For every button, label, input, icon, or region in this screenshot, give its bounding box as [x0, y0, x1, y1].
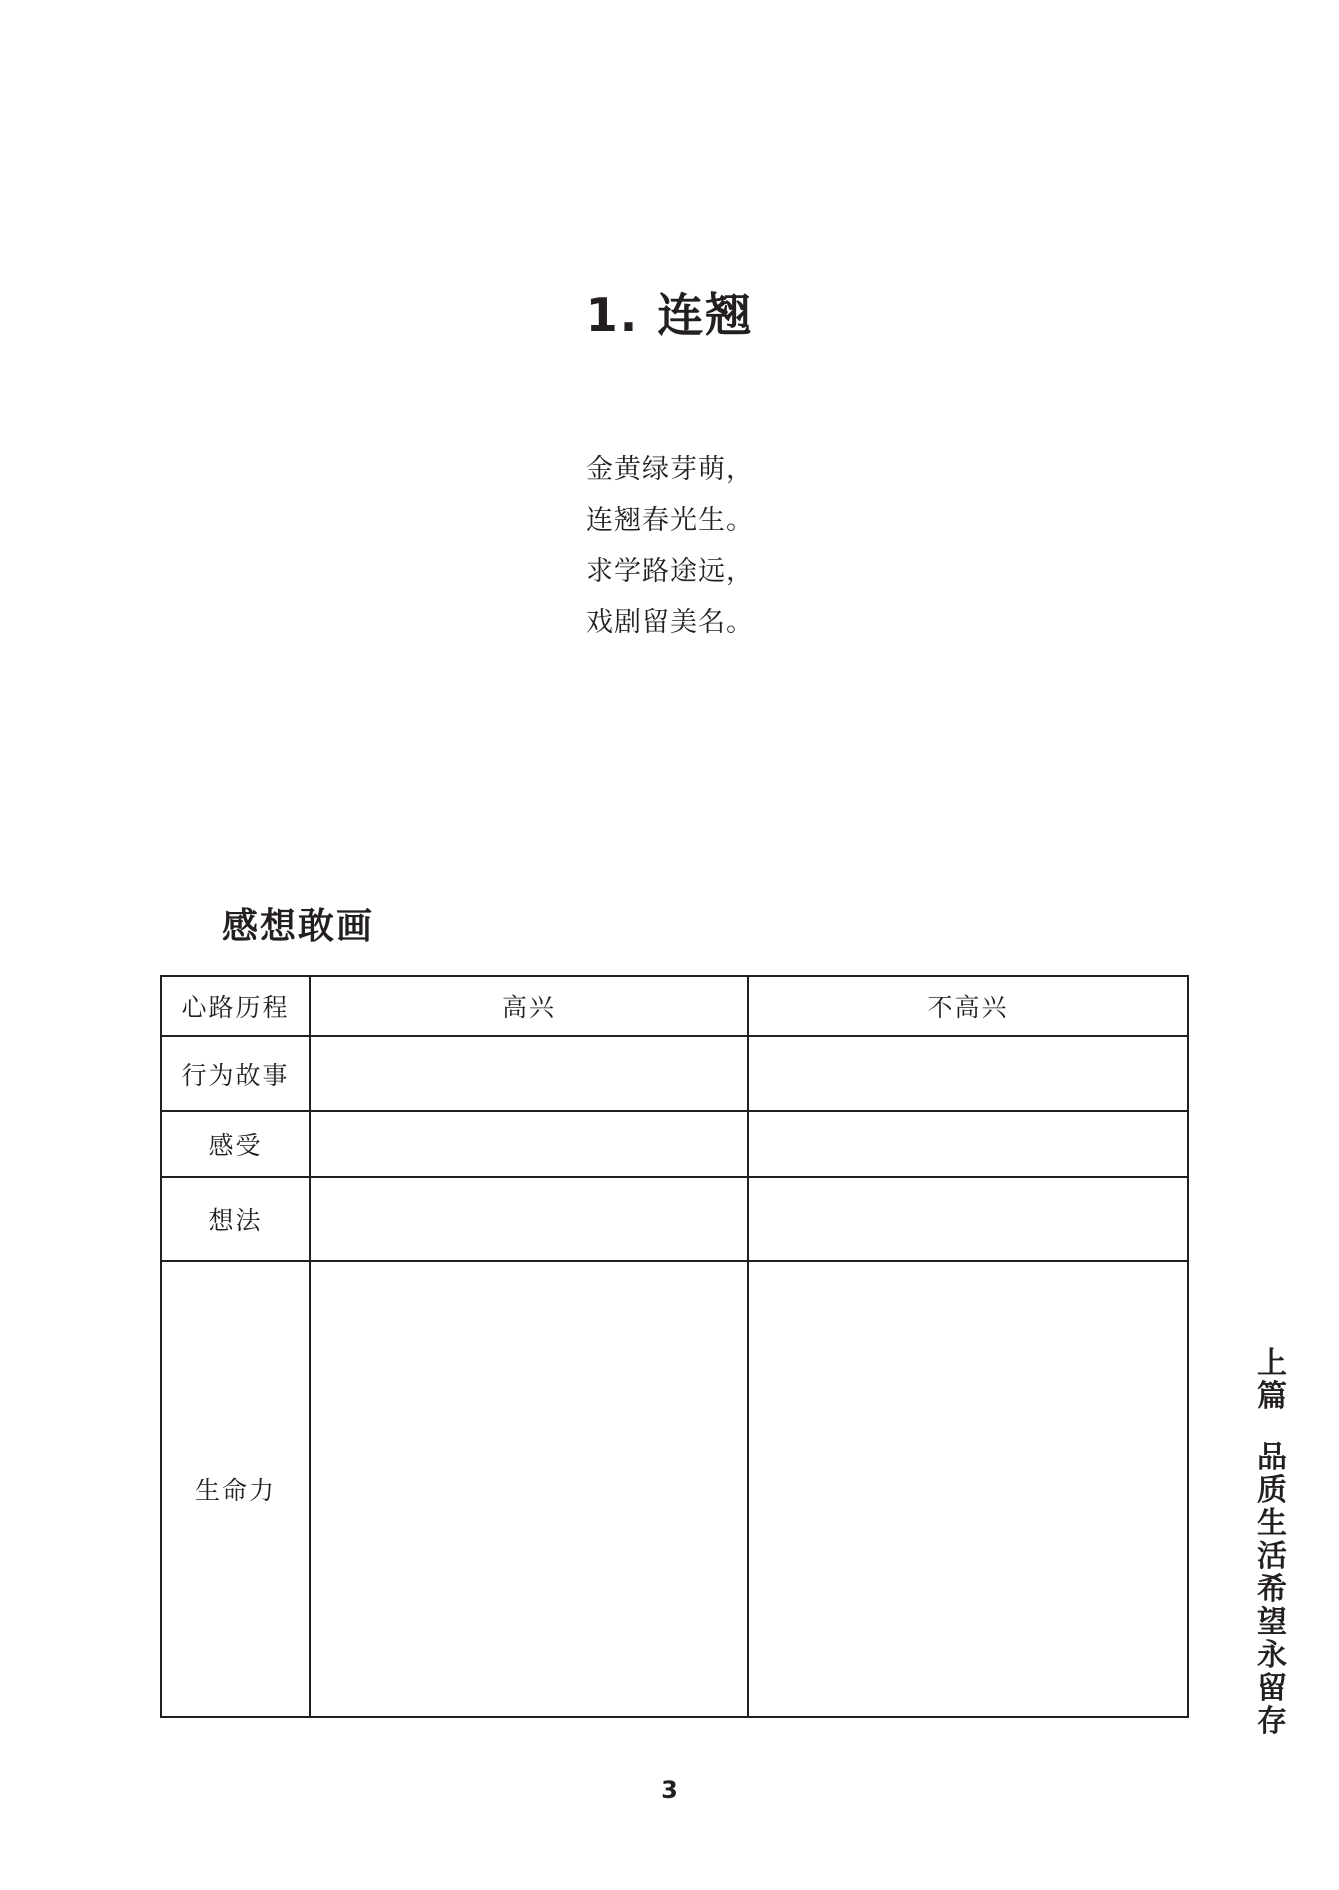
- table-row: [161, 1036, 1188, 1111]
- side-chapter-char: 质: [1257, 1473, 1287, 1508]
- side-chapter-char: 望: [1257, 1605, 1287, 1640]
- row-label-thought: 想法: [161, 1177, 310, 1261]
- cell-feeling-happy[interactable]: [310, 1111, 748, 1177]
- poem-line: 求学路途远，: [586, 556, 754, 587]
- table-row: [161, 1261, 1188, 1717]
- cell-behavior-story-happy[interactable]: [310, 1036, 748, 1111]
- poem-line: 金黄绿芽萌，: [586, 454, 754, 485]
- reflection-table: [160, 975, 1189, 1718]
- side-chapter-char: 品: [1257, 1440, 1287, 1475]
- table-row: [161, 1177, 1188, 1261]
- table-row: [161, 1111, 1188, 1177]
- side-chapter-char: 生: [1257, 1506, 1287, 1541]
- table-header-row: [161, 976, 1188, 1036]
- page-title: 1. 连翘: [585, 288, 754, 342]
- side-part-char: 上: [1257, 1346, 1287, 1381]
- side-chapter-char: 留: [1257, 1671, 1287, 1706]
- section-heading: 感想敢画: [222, 906, 375, 947]
- side-chapter-char: 希: [1257, 1572, 1287, 1607]
- side-part-char: 篇: [1257, 1379, 1287, 1414]
- page-number: 3: [661, 1776, 678, 1804]
- side-chapter-char: 永: [1257, 1638, 1287, 1673]
- poem-line: 戏剧留美名。: [586, 607, 754, 638]
- poem-line: 连翘春光生。: [586, 505, 754, 536]
- row-label-vitality: 生命力: [161, 1261, 310, 1717]
- side-chapter-char: 活: [1257, 1539, 1287, 1574]
- cell-feeling-unhappy[interactable]: [748, 1111, 1188, 1177]
- side-section-label: [1252, 1347, 1292, 1738]
- header-happy: 高兴: [310, 976, 748, 1036]
- poem: [586, 444, 754, 648]
- cell-thought-happy[interactable]: [310, 1177, 748, 1261]
- cell-thought-unhappy[interactable]: [748, 1177, 1188, 1261]
- row-label-feeling: 感受: [161, 1111, 310, 1177]
- header-unhappy: 不高兴: [748, 976, 1188, 1036]
- cell-vitality-unhappy[interactable]: [748, 1261, 1188, 1717]
- side-chapter-char: 存: [1257, 1704, 1287, 1739]
- cell-behavior-story-unhappy[interactable]: [748, 1036, 1188, 1111]
- cell-vitality-happy[interactable]: [310, 1261, 748, 1717]
- row-label-behavior-story: 行为故事: [161, 1036, 310, 1111]
- header-journey: 心路历程: [161, 976, 310, 1036]
